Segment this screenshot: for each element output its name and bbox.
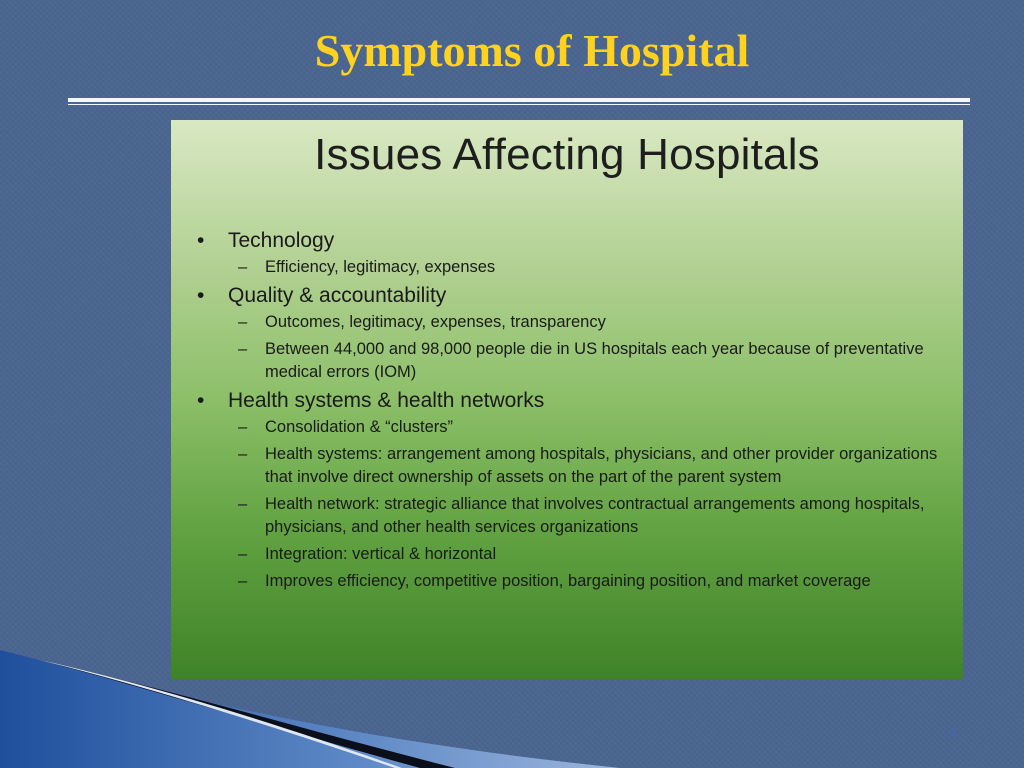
title-divider-thin <box>68 104 970 105</box>
sub-item-text: Improves efficiency, competitive position, bargaining position, and market coverage <box>265 572 871 590</box>
sub-item-text: Health network: strategic alliance that involves contractual arrangements among hospitals, physicians, and other health services organizations <box>265 495 925 536</box>
sub-item <box>228 493 945 539</box>
sub-item-text: Integration: vertical & horizontal <box>265 545 497 563</box>
bullet-technology <box>195 228 945 279</box>
bullet-icon: • <box>197 229 205 252</box>
sub-item <box>228 311 945 334</box>
sub-item <box>228 416 945 439</box>
dash-icon: – <box>238 545 248 563</box>
sub-item <box>228 570 945 593</box>
sub-item-text: Consolidation & “clusters” <box>265 418 453 436</box>
dash-icon: – <box>238 313 248 331</box>
sub-item <box>228 256 945 279</box>
bullet-text: Technology <box>228 229 335 252</box>
dash-icon: – <box>238 572 248 590</box>
sub-item <box>228 338 945 384</box>
panel-heading: Issues Affecting Hospitals <box>314 130 820 179</box>
sub-list <box>228 416 945 593</box>
page-number: 9 <box>949 724 957 740</box>
swoosh-blue-shape <box>0 650 620 768</box>
content-image-panel <box>171 120 963 679</box>
bullet-icon: • <box>197 284 205 307</box>
sub-list <box>228 256 945 279</box>
dash-icon: – <box>238 340 248 358</box>
bullet-text: Quality & accountability <box>228 284 447 307</box>
sub-item <box>228 543 945 566</box>
bullet-icon: • <box>197 389 205 412</box>
sub-item-text: Outcomes, legitimacy, expenses, transparency <box>265 313 606 331</box>
slide-title: Symptoms of Hospital <box>314 25 750 76</box>
title-divider-thick <box>68 98 970 102</box>
sub-item-text: Between 44,000 and 98,000 people die in US hospitals each year because of preventative medical errors (IOM) <box>265 340 924 381</box>
bullet-health-systems <box>195 388 945 593</box>
sub-item-text: Health systems: arrangement among hospitals, physicians, and other provider organizations that involve direct ownership of assets on the part of the parent system <box>265 445 938 486</box>
sub-list <box>228 311 945 384</box>
dash-icon: – <box>238 495 248 513</box>
bullet-text: Health systems & health networks <box>228 389 545 412</box>
dash-icon: – <box>238 445 248 463</box>
corner-swoosh-decoration <box>0 640 620 768</box>
sub-item-text: Efficiency, legitimacy, expenses <box>265 258 496 276</box>
bullet-quality <box>195 283 945 384</box>
dash-icon: – <box>238 418 248 436</box>
dash-icon: – <box>238 258 248 276</box>
sub-item <box>228 443 945 489</box>
bullet-list <box>195 228 945 597</box>
